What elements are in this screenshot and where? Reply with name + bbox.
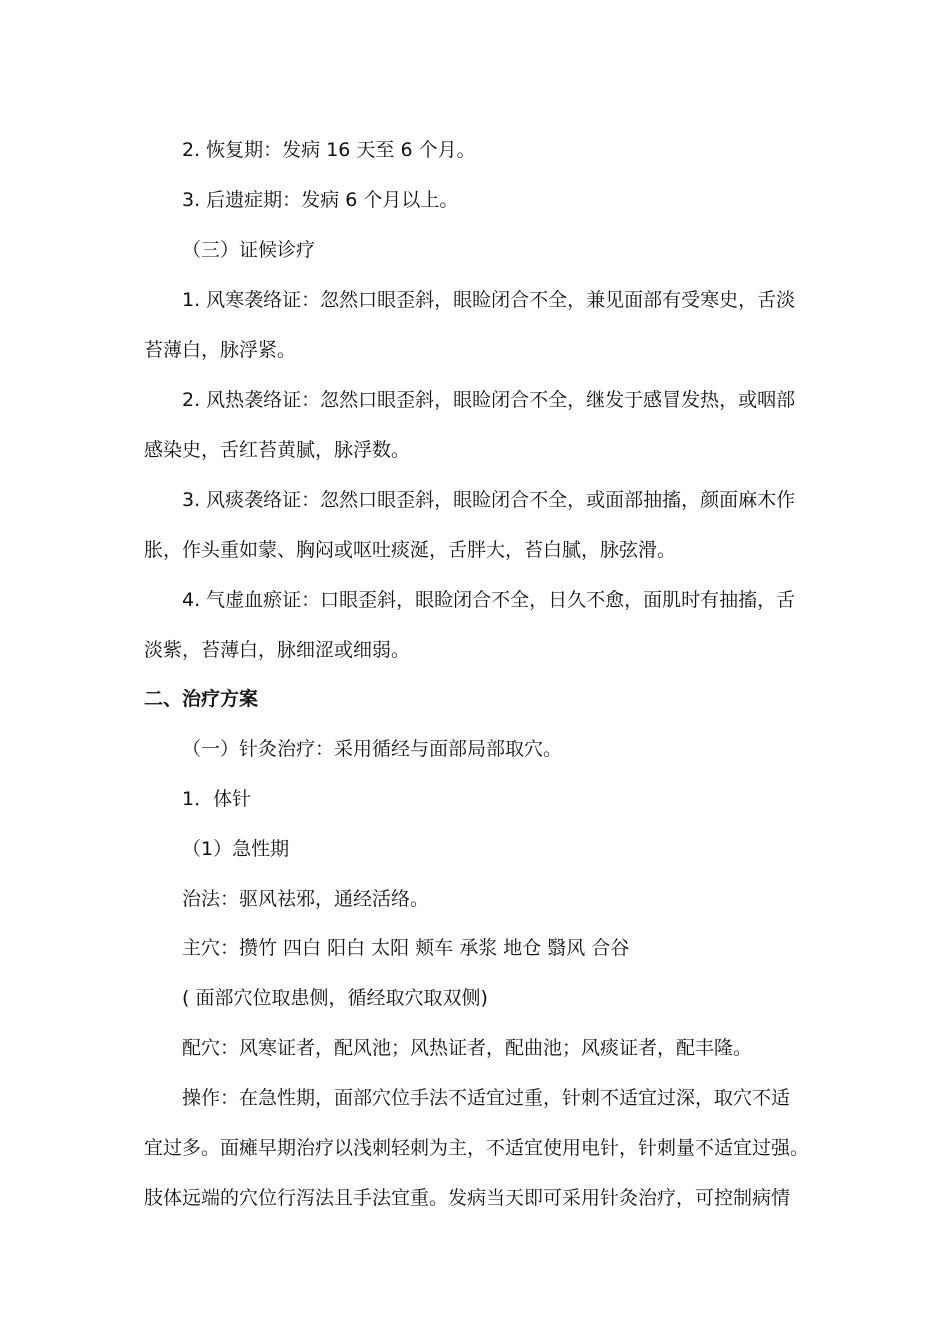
text-line-wind-phlegm-1: 3. 风痰袭络证：忽然口眼歪斜，眼睑闭合不全，或面部抽搐，颜面麻木作 — [182, 489, 796, 511]
text-line-matching-points: 配穴：风寒证者，配风池；风热证者，配曲池；风痰证者，配丰隆。 — [182, 1037, 753, 1059]
text-line-wind-cold-2: 苔薄白，脉浮紧。 — [144, 339, 297, 361]
text-line-wind-heat-1: 2. 风热袭络证：忽然口眼歪斜，眼睑闭合不全，继发于感冒发热，或咽部 — [182, 389, 796, 411]
text-line-point-side-note: ( 面部穴位取患侧，循经取穴取双侧) — [182, 987, 488, 1009]
text-line-operation-3: 肢体远端的穴位行泻法且手法宜重。发病当天即可采用针灸治疗，可控制病情 — [144, 1187, 791, 1209]
text-line-qi-deficiency-2: 淡紫，苔薄白，脉细涩或细弱。 — [144, 639, 411, 661]
text-line-treatment-method: 治法：驱风祛邪，通经活络。 — [182, 888, 430, 910]
text-line-wind-cold-1: 1. 风寒袭络证：忽然口眼歪斜，眼睑闭合不全，兼见面部有受寒史，舌淡 — [182, 289, 796, 311]
text-line-wind-phlegm-2: 胀，作头重如蒙、胸闷或呕吐痰涎，舌胖大，苔白腻，脉弦滑。 — [144, 539, 677, 561]
subsection-heading-acupuncture: （一）针灸治疗：采用循经与面部局部取穴。 — [182, 738, 563, 760]
text-line-sequela-stage: 3. 后遗症期：发病 6 个月以上。 — [182, 189, 459, 211]
text-line-wind-heat-2: 感染史，舌红苔黄腻，脉浮数。 — [144, 439, 411, 461]
text-line-qi-deficiency-1: 4. 气虚血瘀证：口眼歪斜，眼睑闭合不全，日久不愈，面肌时有抽搐，舌 — [182, 589, 796, 611]
text-line-operation-1: 操作：在急性期，面部穴位手法不适宜过重，针刺不适宜过深，取穴不适 — [182, 1087, 791, 1109]
text-line-recovery-stage: 2. 恢复期：发病 16 天至 6 个月。 — [182, 139, 476, 161]
section-heading-treatment-plan: 二、治疗方案 — [144, 688, 259, 710]
section-heading-syndrome-diagnosis: （三）证候诊疗 — [182, 239, 316, 261]
text-line-main-points: 主穴：攒竹 四白 阳白 太阳 颊车 承浆 地仓 翳风 合谷 — [182, 937, 630, 959]
subsection-heading-acute-stage: （1）急性期 — [182, 838, 290, 860]
subsection-heading-body-needle: 1．体针 — [182, 788, 252, 810]
text-line-operation-2: 宜过多。面瘫早期治疗以浅刺轻刺为主，不适宜使用电针，针刺量不适宜过强。 — [144, 1137, 810, 1159]
